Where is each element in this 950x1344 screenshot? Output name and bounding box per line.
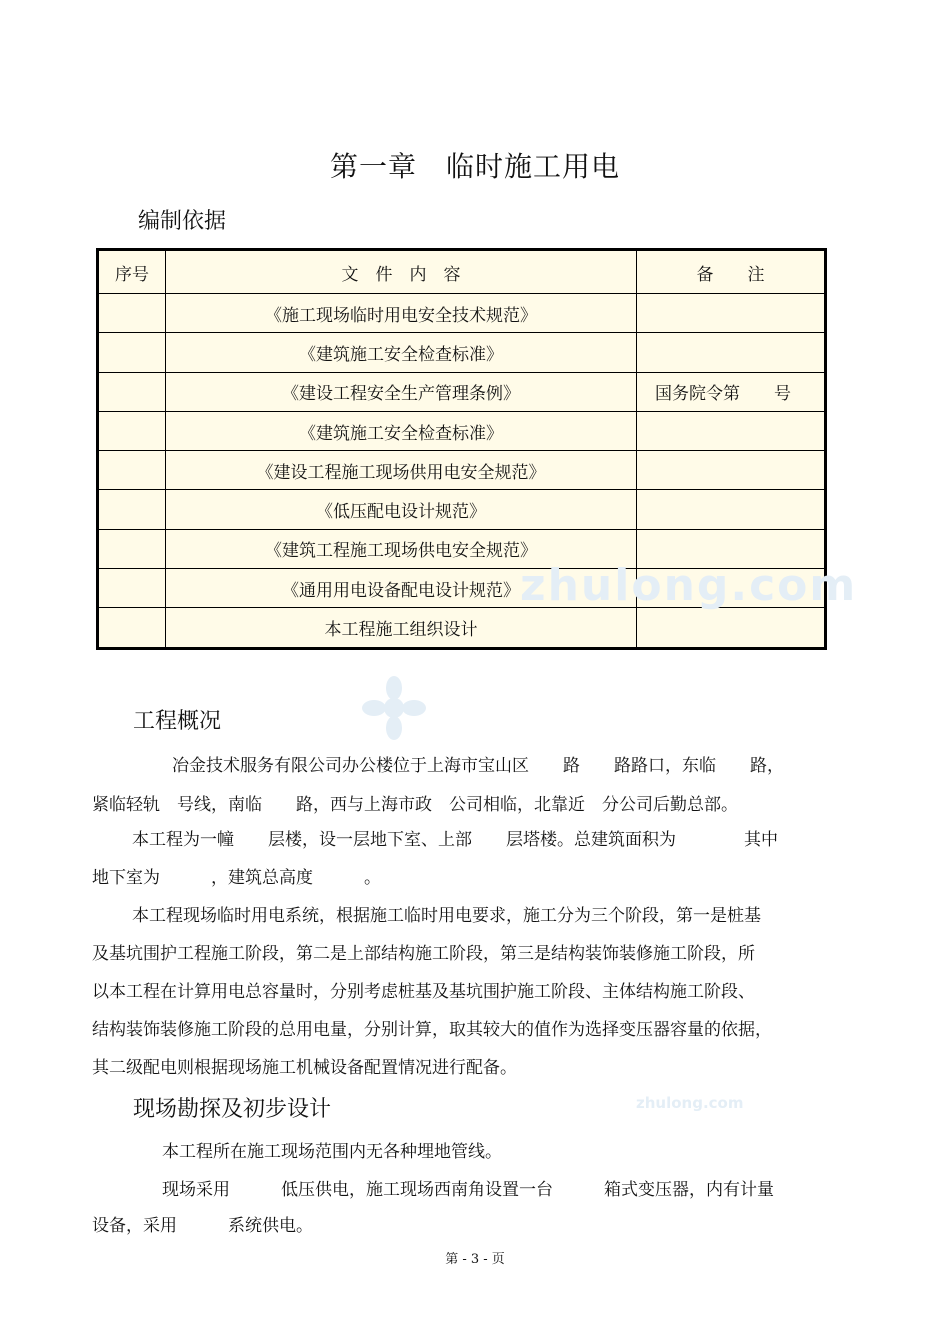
row-note xyxy=(637,411,826,450)
row-doc: 《施工现场临时用电安全技术规范》 xyxy=(166,294,637,333)
row-no xyxy=(98,529,166,568)
watermark-text-small: zhulong.com xyxy=(636,1094,744,1112)
row-note xyxy=(637,294,826,333)
header-no: 序号 xyxy=(98,250,166,294)
row-doc: 《建筑工程施工现场供电安全规范》 xyxy=(166,529,637,568)
row-doc: 《通用用电设备配电设计规范》 xyxy=(166,569,637,608)
table-row xyxy=(98,451,826,490)
row-no xyxy=(98,333,166,372)
overview-line: 结构装饰装修施工阶段的总用电量，分别计算，取其较大的值作为选择变压器容量的依据， xyxy=(92,1020,772,1040)
row-note: 国务院令第 号 xyxy=(637,372,826,411)
row-no xyxy=(98,451,166,490)
survey-line: 本工程所在施工现场范围内无各种埋地管线。 xyxy=(162,1142,502,1162)
section-heading-survey: 现场勘探及初步设计 xyxy=(133,1097,332,1122)
row-note xyxy=(637,333,826,372)
row-no xyxy=(98,569,166,608)
overview-line: 及基坑围护工程施工阶段，第二是上部结构施工阶段，第三是结构装饰装修施工阶段，所 xyxy=(92,944,755,964)
header-note: 备 注 xyxy=(637,250,826,294)
row-note xyxy=(637,490,826,529)
row-doc: 《建筑施工安全检查标准》 xyxy=(166,411,637,450)
overview-line: 地下室为 ，建筑总高度 。 xyxy=(92,868,381,888)
row-doc: 《建设工程施工现场供用电安全规范》 xyxy=(166,451,637,490)
overview-line: 其二级配电则根据现场施工机械设备配置情况进行配备。 xyxy=(92,1058,517,1078)
section-heading-basis: 编制依据 xyxy=(138,209,227,234)
table-row xyxy=(98,608,826,648)
table-row xyxy=(98,411,826,450)
header-doc: 文 件 内 容 xyxy=(166,250,637,294)
table-row xyxy=(98,372,826,411)
survey-line: 现场采用 低压供电，施工现场西南角设置一台 箱式变压器，内有计量 xyxy=(162,1180,774,1200)
row-no xyxy=(98,372,166,411)
chapter-title: 第一章 临时施工用电 xyxy=(329,150,620,183)
watermark-text: zhulong.com xyxy=(520,560,858,611)
overview-line: 本工程为一幢 层楼，设一层地下室、上部 层塔楼。总建筑面积为 其中 xyxy=(132,830,778,850)
table-header-row xyxy=(98,250,826,294)
table-row xyxy=(98,333,826,372)
section-heading-overview: 工程概况 xyxy=(133,709,222,734)
overview-line: 冶金技术服务有限公司办公楼位于上海市宝山区 路 路路口，东临 路， xyxy=(172,756,784,776)
row-no xyxy=(98,490,166,529)
watermark-flower-icon xyxy=(362,676,426,740)
row-no xyxy=(98,411,166,450)
row-no xyxy=(98,608,166,648)
overview-line: 本工程现场临时用电系统，根据施工临时用电要求，施工分为三个阶段，第一是桩基 xyxy=(132,906,761,926)
overview-line: 紧临轻轨 号线，南临 路，西与上海市政 公司相临，北靠近 分公司后勤总部。 xyxy=(92,795,738,815)
row-doc: 本工程施工组织设计 xyxy=(166,608,637,648)
row-doc: 《建筑施工安全检查标准》 xyxy=(166,333,637,372)
table-row xyxy=(98,294,826,333)
page-footer: 第 - 3 - 页 xyxy=(445,1252,505,1267)
row-doc: 《低压配电设计规范》 xyxy=(166,490,637,529)
row-note xyxy=(637,451,826,490)
table-row xyxy=(98,490,826,529)
overview-line: 以本工程在计算用电总容量时，分别考虑桩基及基坑围护施工阶段、主体结构施工阶段、 xyxy=(92,982,755,1002)
row-note xyxy=(637,608,826,648)
row-no xyxy=(98,294,166,333)
row-doc: 《建设工程安全生产管理条例》 xyxy=(166,372,637,411)
survey-line: 设备，采用 系统供电。 xyxy=(92,1216,313,1236)
